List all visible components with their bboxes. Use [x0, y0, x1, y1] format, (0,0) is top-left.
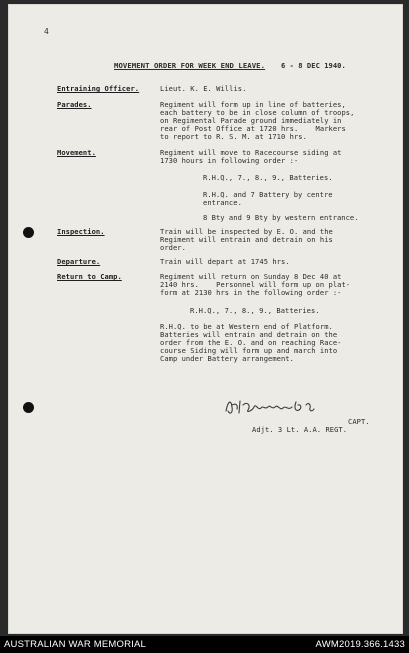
parades-label: Parades.	[57, 100, 92, 109]
entraining-officer-label: Entraining Officer.	[57, 84, 140, 93]
movement-order-3: 8 Bty and 9 Bty by western entrance.	[203, 213, 359, 222]
document-title: MOVEMENT ORDER FOR WEEK END LEAVE.	[114, 61, 266, 70]
inspection-line: Train will be inspected by E. O. and the	[160, 227, 333, 236]
movement-order-1: R.H.Q., 7., 8., 9., Batteries.	[203, 173, 333, 182]
signature-rank: CAPT.	[348, 417, 370, 426]
punch-hole-bottom	[23, 402, 34, 413]
movement-label: Movement.	[57, 148, 96, 157]
signature-appointment: Adjt. 3 Lt. A.A. REGT.	[252, 425, 348, 434]
return-line: Regiment will return on Sunday 8 Dec 40 at	[160, 272, 342, 281]
inspection-line: order.	[160, 243, 186, 252]
movement-order-2: R.H.Q. and 7 Battery by centre	[203, 190, 333, 199]
parades-line: Regiment will form up in line of batteries,	[160, 100, 346, 109]
document-page	[8, 4, 403, 634]
entraining-officer-text: Lieut. K. E. Willis.	[160, 84, 247, 93]
punch-hole-top	[23, 227, 34, 238]
return-to-camp-label: Return to Camp.	[57, 272, 122, 281]
parades-line: on Regimental Parade ground immediately in	[160, 116, 342, 125]
footer-accession-number: AWM2019.366.1433	[315, 639, 405, 650]
parades-line: each battery to be in close column of troops,	[160, 108, 355, 117]
movement-line: Regiment will move to Racecourse siding at	[160, 148, 342, 157]
footer-bar	[0, 636, 409, 653]
return-closing-line: Camp under Battery arrangement.	[160, 354, 294, 363]
departure-label: Departure.	[57, 257, 101, 266]
corner-mark: 4	[44, 27, 49, 36]
return-closing-line: course Siding will form up and march into	[160, 346, 338, 355]
inspection-label: Inspection.	[57, 227, 105, 236]
return-closing-line: Batteries will entrain and detrain on the	[160, 330, 338, 339]
movement-line: 1730 hours in following order :-	[160, 156, 299, 165]
parades-line: rear of Post Office at 1720 hrs. Markers	[160, 124, 346, 133]
return-closing-line: R.H.Q. to be at Western end of Platform.	[160, 322, 333, 331]
parades-line: to report to R. S. M. at 1710 hrs.	[160, 132, 307, 141]
return-line: 2140 hrs. Personnel will form up on plat-	[160, 280, 351, 289]
movement-order-2: entrance.	[203, 198, 242, 207]
return-line: form at 2130 hrs in the following order :-	[160, 288, 342, 297]
document-dates: 6 - 8 DEC 1940.	[281, 61, 346, 70]
departure-text: Train will depart at 1745 hrs.	[160, 257, 290, 266]
return-order: R.H.Q., 7., 8., 9., Batteries.	[190, 306, 320, 315]
inspection-line: Regiment will entrain and detrain on his	[160, 235, 333, 244]
handwritten-signature	[222, 393, 342, 419]
return-closing-line: order from the E. O. and on reaching Race-	[160, 338, 342, 347]
footer-institution: AUSTRALIAN WAR MEMORIAL	[4, 639, 147, 650]
